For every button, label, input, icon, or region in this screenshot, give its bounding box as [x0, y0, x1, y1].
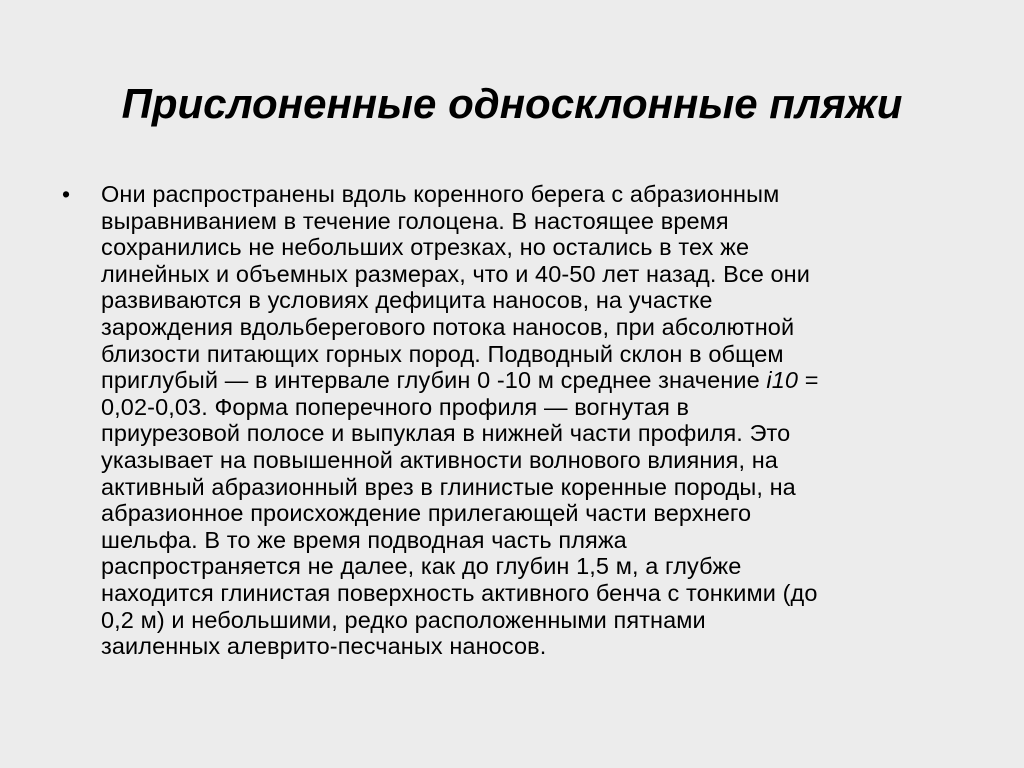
body-line: 0,02-0,03. Форма поперечного профиля — вогнутая в	[101, 393, 690, 420]
body-line: активный абразионный врез в глинистые коренные породы, на	[101, 473, 796, 500]
body-line: распространяется не далее, как до глубин 1,5 м, а глубже	[101, 553, 742, 580]
body-line: развиваются в условиях дефицита наносов, на участке	[101, 287, 713, 314]
list-item	[62, 181, 982, 660]
bullet-list	[62, 181, 982, 660]
body-line: указывает на повышенной активности волнового влияния, на	[101, 446, 778, 473]
body-text: приглубый — в интервале глубин 0 -10 м среднее значение	[101, 367, 767, 394]
body-line: Они распространены вдоль коренного берега с абразионным	[101, 181, 780, 207]
body-line: линейных и объемных размерах, что и 40-50 лет назад. Все они	[101, 260, 810, 287]
body-text: =	[798, 367, 819, 394]
slide-title: Прислоненные односклонные пляжи	[121, 80, 903, 127]
body-line: сохранились не небольших отрезках, но остались в тех же	[101, 234, 750, 261]
body-line: близости питающих горных пород. Подводный склон в общем	[101, 340, 784, 367]
formula-variable: i10	[766, 367, 799, 394]
body-line: приурезовой полосе и выпуклая в нижней части профиля. Это	[101, 420, 791, 447]
body-line: находится глинистая поверхность активного бенча с тонкими (до	[101, 579, 818, 606]
body-line: зарождения вдольберегового потока наносов, при абсолютной	[101, 313, 795, 340]
body-line: заиленных алеврито-песчаных наносов.	[101, 633, 547, 660]
bullet-icon: •	[62, 181, 71, 207]
body-line: абразионное происхождение прилегающей части верхнего	[101, 500, 752, 527]
body-line: шельфа. В то же время подводная часть пляжа	[101, 526, 627, 553]
body-line-formula	[101, 367, 982, 394]
body-line: выравниванием в течение голоцена. В настоящее время	[101, 207, 729, 234]
body-line: 0,2 м) и небольшими, редко расположенными пятнами	[101, 606, 706, 633]
